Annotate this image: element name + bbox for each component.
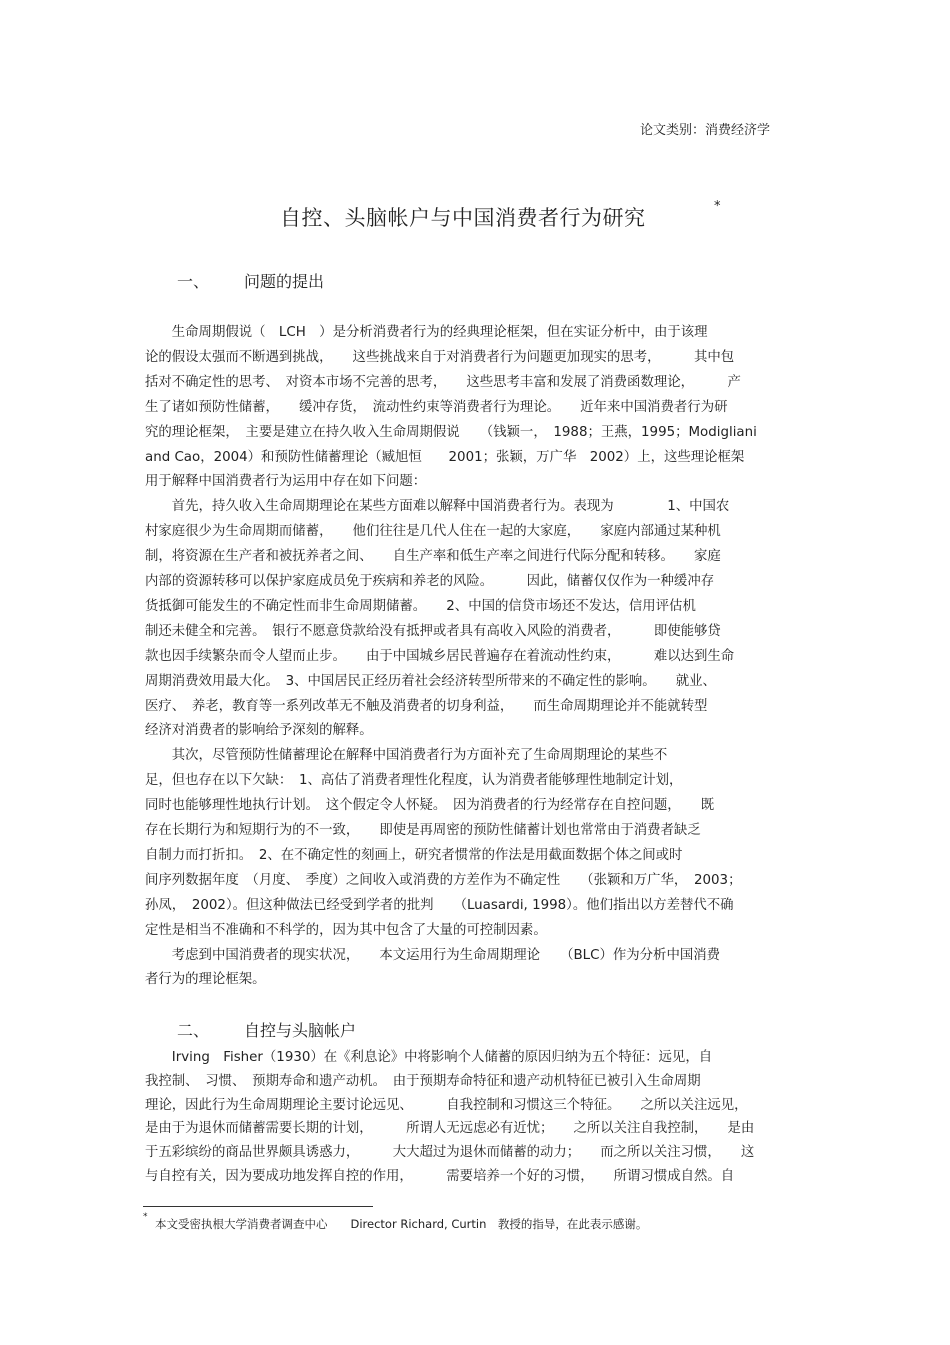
body-line: 内部的资源转移可以保护家庭成员免于疾病和养老的风险。 因此，储蓄仅仅作为一种缓冲存 bbox=[145, 574, 715, 589]
body-line: 自制力而打折扣。 2、在不确定性的刻画上，研究者惯常的作法是用截面数据个体之间或时 bbox=[145, 847, 683, 863]
body-line: 是由于为退休而储蓄需要长期的计划， 所谓人无远虑必有近忧； 之所以关注自我控制， 是由 bbox=[145, 1121, 755, 1137]
footnote-mark: * bbox=[143, 1212, 148, 1222]
body-line: 括对不确定性的思考、 对资本市场不完善的思考， 这些思考丰富和发展了消费函数理论， 产 bbox=[145, 374, 741, 390]
body-line: 考虑到中国消费者的现实状况， 本文运用行为生命周期理论 （BLC）作为分析中国消费 bbox=[145, 947, 720, 963]
body-line: 用于解释中国消费者行为运用中存在如下问题： bbox=[145, 474, 427, 490]
paper-title: 自控、头脑帐户与中国消费者行为研究 bbox=[280, 206, 646, 230]
body-line: 其次，尽管预防性储蓄理论在解释中国消费者行为方面补充了生命周期理论的某些不 bbox=[145, 748, 668, 764]
body-line: 我控制、 习惯、 预期寿命和遗产动机。 由于预期寿命特征和遗产动机特征已被引入生命周期 bbox=[145, 1073, 701, 1089]
body-line: 定性是相当不准确和不科学的，因为其中包含了大量的可控制因素。 bbox=[145, 922, 547, 938]
body-line: 货抵御可能发生的不确定性而非生命周期储蓄。 2、中国的信贷市场还不发达，信用评估机 bbox=[145, 598, 696, 614]
section-number: 一、 bbox=[177, 272, 210, 291]
body-line: 论的假设太强而不断遇到挑战， 这些挑战来自于对消费者行为问题更加现实的思考， 其中包 bbox=[145, 349, 735, 365]
body-line: 款也因手续繁杂而令人望而止步。 由于中国城乡居民普遍存在着流动性约束， 难以达到生命 bbox=[145, 648, 735, 664]
body-line: 究的理论框架， 主要是建立在持久收入生命周期假说 （钱颖一， 1988；王燕，1995；Modigliani bbox=[145, 424, 757, 440]
body-line: 生了诸如预防性储蓄， 缓冲存货， 流动性约束等消费者行为理论。 近年来中国消费者行为研 bbox=[145, 399, 728, 415]
body-line: 理论，因此行为生命周期理论主要讨论远见、 自我控制和习惯这三个特征。 之所以关注远见， bbox=[145, 1097, 748, 1113]
body-line: 者行为的理论框架。 bbox=[145, 972, 266, 988]
body-line: 周期消费效用最大化。 3、中国居民正经历着社会经济转型所带来的不确定性的影响。 就业、 bbox=[145, 673, 716, 689]
body-line: 村家庭很少为生命周期而储蓄， 他们往往是几代人住在一起的大家庭， 家庭内部通过某种机 bbox=[145, 524, 721, 540]
paper-category: 论文类别：消费经济学 bbox=[640, 123, 771, 138]
title-footnote-mark: * bbox=[714, 199, 721, 214]
body-line: 生命周期假说（ LCH ）是分析消费者行为的经典理论框架，但在实证分析中，由于该理 bbox=[145, 325, 708, 340]
footnote-separator bbox=[143, 1206, 373, 1207]
section-title: 自控与头脑帐户 bbox=[244, 1021, 357, 1040]
section-number: 二、 bbox=[177, 1021, 210, 1040]
section-title: 问题的提出 bbox=[244, 272, 325, 291]
body-line: and Cao，2004）和预防性储蓄理论（臧旭恒 2001；张颖，万广华 2002）上，这些理论框架 bbox=[145, 449, 745, 465]
body-line: 间序列数据年度 （月度、 季度）之间收入或消费的方差作为不确定性 （张颖和万广华， 2003； bbox=[145, 872, 742, 888]
body-line: 经济对消费者的影响给予深刻的解释。 bbox=[145, 723, 373, 739]
body-line: 首先，持久收入生命周期理论在某些方面难以解释中国消费者行为。表现为 1、中国农 bbox=[145, 499, 730, 515]
body-line: 孙凤， 2002）。但这种做法已经受到学者的批判 （Luasardi, 1998）。他们指出以方差替代不确 bbox=[145, 897, 734, 913]
body-line: 同时也能够理性地执行计划。 这个假定令人怀疑。 因为消费者的行为经常存在自控问题， 既 bbox=[145, 798, 715, 814]
footnote-text: 本文受密执根大学消费者调查中心 Director Richard, Curtin 教授的指导，在此表示感谢。 bbox=[155, 1217, 648, 1231]
body-line: 与自控有关，因为要成功地发挥自控的作用， 需要培养一个好的习惯， 所谓习惯成自然。自 bbox=[145, 1169, 735, 1184]
body-line: 制还未健全和完善。 银行不愿意贷款给没有抵押或者具有高收入风险的消费者， 即使能够贷 bbox=[145, 623, 721, 639]
body-line: 足，但也存在以下欠缺： 1、高估了消费者理性化程度，认为消费者能够理性地制定计划， bbox=[145, 773, 683, 789]
body-line: 制，将资源在生产者和被抚养者之间、 自生产率和低生产率之间进行代际分配和转移。 家庭 bbox=[145, 549, 721, 565]
body-line: 医疗、 养老，教育等一系列改革无不触及消费者的切身利益， 而生命周期理论并不能就转型 bbox=[145, 698, 708, 714]
body-line: 存在长期行为和短期行为的不一致， 即使是再周密的预防性储蓄计划也常常由于消费者缺乏 bbox=[145, 823, 701, 838]
body-line: 于五彩缤纷的商品世界颇具诱惑力， 大大超过为退休而储蓄的动力； 而之所以关注习惯， 这 bbox=[145, 1145, 755, 1161]
body-line: Irving Fisher（1930）在《利息论》中将影响个人储蓄的原因归纳为五个特征：远见，自 bbox=[145, 1050, 713, 1065]
